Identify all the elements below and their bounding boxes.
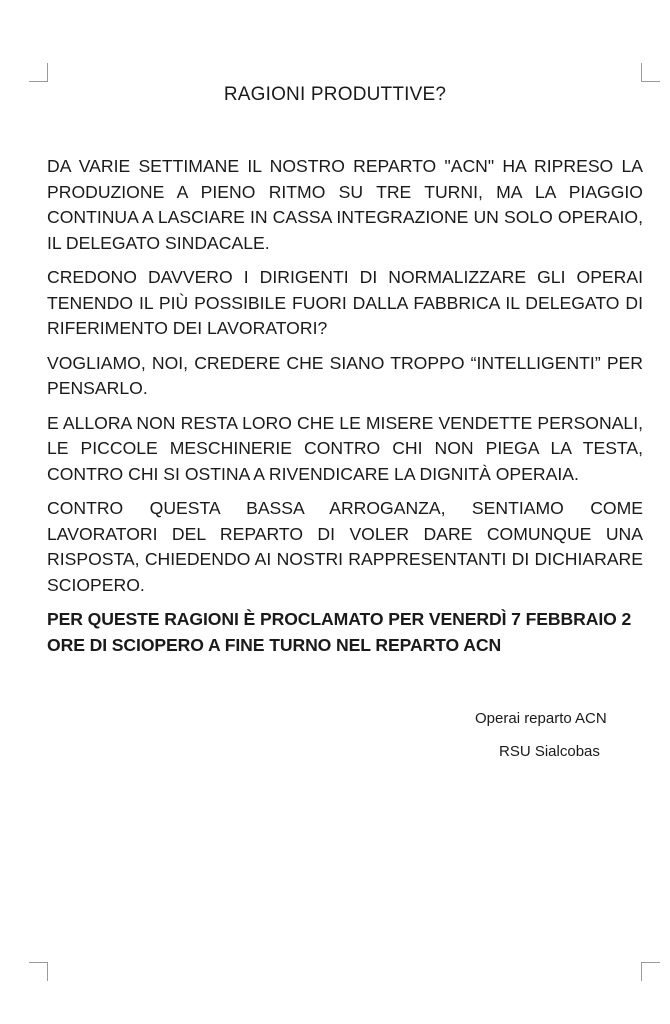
paragraph-3: VOGLIAMO, NOI, CREDERE CHE SIANO TROPPO “INTELLIGENTI” PER PENSARLO.	[47, 352, 643, 398]
signature-workers: Operai reparto ACN	[475, 710, 607, 727]
paragraph-4: E ALLORA NON RESTA LORO CHE LE MISERE VENDETTE PERSONALI, LE PICCOLE MESCHINERIE CONTRO CHI NON PIEGA LA TESTA, CONTRO CHI SI OSTINA A RIVENDICARE LA DIGNITÀ OPERAIA.	[47, 412, 643, 484]
corner-mark-top-left	[29, 63, 48, 82]
corner-mark-bottom-right	[641, 962, 660, 981]
paragraph-5: CONTRO QUESTA BASSA ARROGANZA, SENTIAMO COME LAVORATORI DEL REPARTO DI VOLER DARE COMUNQUE UNA RISPOSTA, CHIEDENDO AI NOSTRI RAPPRESENTANTI DI DICHIARARE SCIOPERO.	[47, 498, 643, 595]
signature-union: RSU Sialcobas	[499, 743, 600, 760]
paragraph-1: DA VARIE SETTIMANE IL NOSTRO REPARTO "ACN" HA RIPRESO LA PRODUZIONE A PIENO RITMO SU TRE TURNI, MA LA PIAGGIO CONTINUA A LASCIARE IN CASSA INTEGRAZIONE UN SOLO OPERAIO, IL DELEGATO SINDACALE.	[47, 156, 643, 253]
paragraph-2: CREDONO DAVVERO I DIRIGENTI DI NORMALIZZARE GLI OPERAI TENENDO IL PIÙ POSSIBILE FUORI DALLA FABBRICA IL DELEGATO DI RIFERIMENTO DEI LAVORATORI?	[47, 267, 643, 338]
document-title: RAGIONI PRODUTTIVE?	[223, 84, 447, 105]
corner-mark-top-right	[641, 63, 660, 82]
corner-mark-bottom-left	[29, 962, 48, 981]
document-body	[47, 154, 643, 667]
closing-statement: PER QUESTE RAGIONI È PROCLAMATO PER VENERDÌ 7 FEBBRAIO 2 ORE DI SCIOPERO A FINE TURNO NEL REPARTO ACN	[47, 609, 632, 655]
